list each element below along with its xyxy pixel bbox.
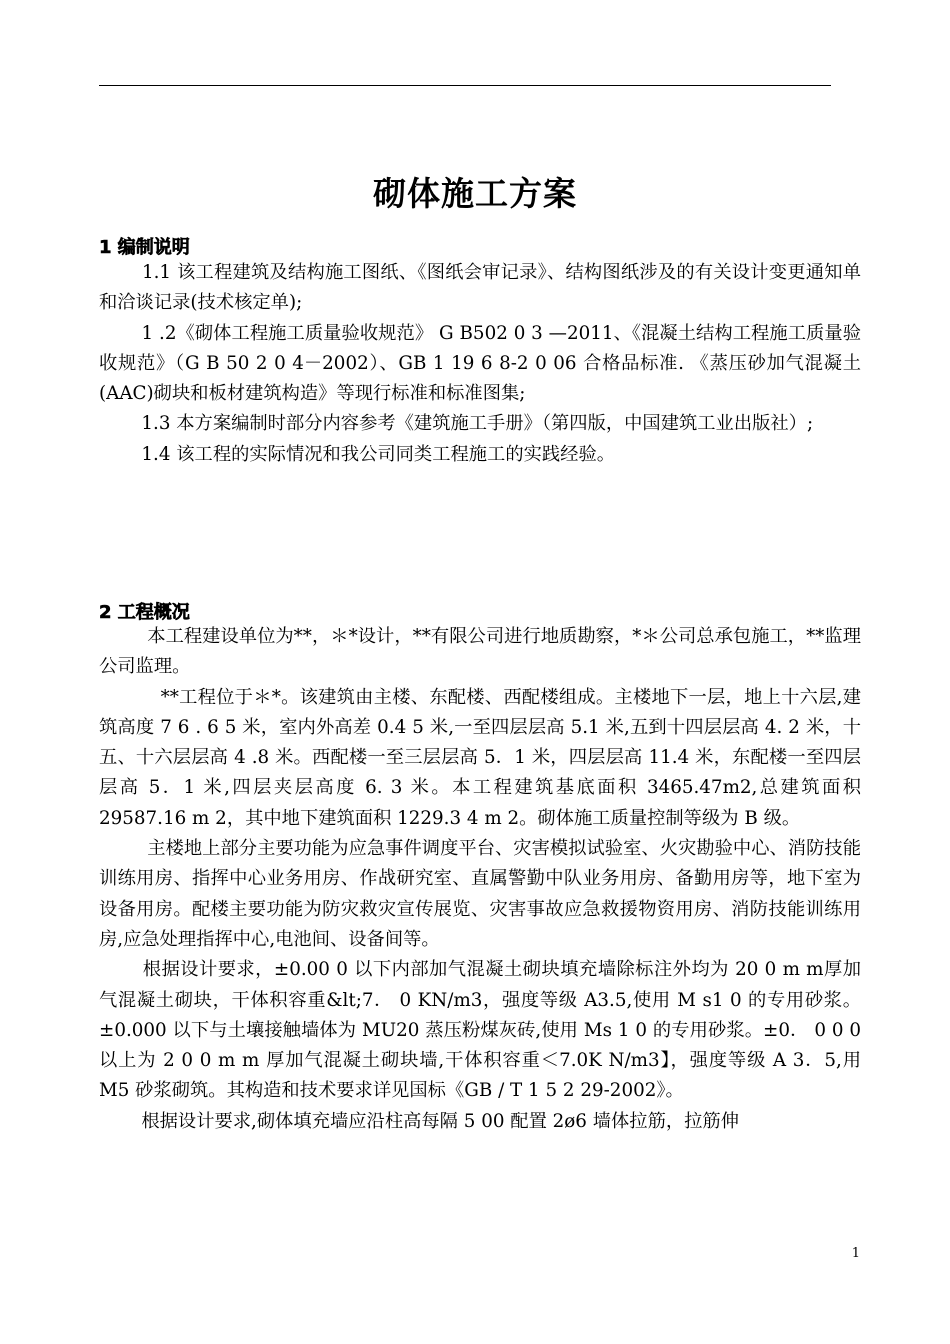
paragraph-2-2: **工程位于＊*。该建筑由主楼、东配楼、西配楼组成。主楼地下一层，地上十六层,建筑高度 7 6 . 6 5 米，室内外高差 0.4 5 米,一至四层层高 5.1 米,五到十四层层高 4. 2 米，十五、十六层层高 4 .8 米。西配楼一至三层层高 5．1 米，四层层高 11.4 米，东配楼一至四层层高 5．1 米,四层夹层高度 6. 3 米。本工程建筑基底面积 3465.47m2,总建筑面积 29587.16 m 2，其中地下建筑面积 1229.3 4 m 2。砌体施工质量控制等级为 B 级。 bbox=[99, 686, 861, 829]
document-title: 砌体施工方案 bbox=[373, 174, 577, 213]
header-rule bbox=[99, 85, 831, 86]
section-1-body bbox=[99, 258, 861, 470]
paragraph-1-2: 1 .2《砌体工程施工质量验收规范》 G B502 0 3 —2011、《混凝土结构工程施工质量验收规范》（G B 50 2 0 4－2002）、GB 1 19 6 8-2 0 06 合格品标准. 《蒸压砂加气混凝土(AAC)砌块和板材建筑构造》等现行标准和标准图集; bbox=[99, 322, 861, 405]
paragraph-1-3: 1.3 本方案编制时部分内容参考《建筑施工手册》（第四版，中国建筑工业出版社）; bbox=[99, 413, 814, 435]
paragraph-1-1: 1.1 该工程建筑及结构施工图纸、《图纸会审记录》、结构图纸涉及的有关设计变更通知单和洽谈记录(技术核定单); bbox=[99, 262, 861, 314]
paragraph-2-4: 根据设计要求，±0.00 0 以下内部加气混凝土砌块填充墙除标注外均为 20 0 m m厚加气混凝土砌块，干体积容重&lt;7． 0 KN/m3，强度等级 A3.5,使用 M s1 0 的专用砂浆。±0.000 以下与土壤接触墙体为 MU20 蒸压粉煤灰砖,使用 Ms 1 0 的专用砂浆。±0． 0 0 0 以上为 2 0 0 m m 厚加气混凝土砌块墙,干体积容重＜7.0K N/m3】，强度等级 A 3．5,用 M5 砂浆砌筑。其构造和技术要求详见国标《GB / T 1 5 2 29-2002》。 bbox=[99, 959, 861, 1102]
paragraph-2-1: 本工程建设单位为**，＊*设计，**有限公司进行地质勘察，*＊公司总承包施工，**监理公司监理。 bbox=[99, 626, 861, 678]
paragraph-2-3: 主楼地上部分主要功能为应急事件调度平台、灾害模拟试验室、火灾勘验中心、消防技能训练用房、指挥中心业务用房、作战研究室、直属警勤中队业务用房、备勤用房等，地下室为设备用房。配楼主要功能为防灾救灾宣传展览、灾害事故应急救援物资用房、消防技能训练用房,应急处理指挥中心,电池间、设备间等。 bbox=[99, 838, 861, 950]
section-2-heading: 2 工程概况 bbox=[99, 602, 190, 623]
paragraph-2-5: 根据设计要求,砌体填充墙应沿柱高每隔 5 00 配置 2ø6 墙体拉筋，拉筋伸 bbox=[99, 1110, 739, 1132]
section-2-body bbox=[99, 622, 861, 1137]
section-1-heading: 1 编制说明 bbox=[99, 237, 190, 258]
paragraph-1-4: 1.4 该工程的实际情况和我公司同类工程施工的实践经验。 bbox=[99, 443, 616, 465]
page-number: 1 bbox=[851, 1246, 860, 1261]
